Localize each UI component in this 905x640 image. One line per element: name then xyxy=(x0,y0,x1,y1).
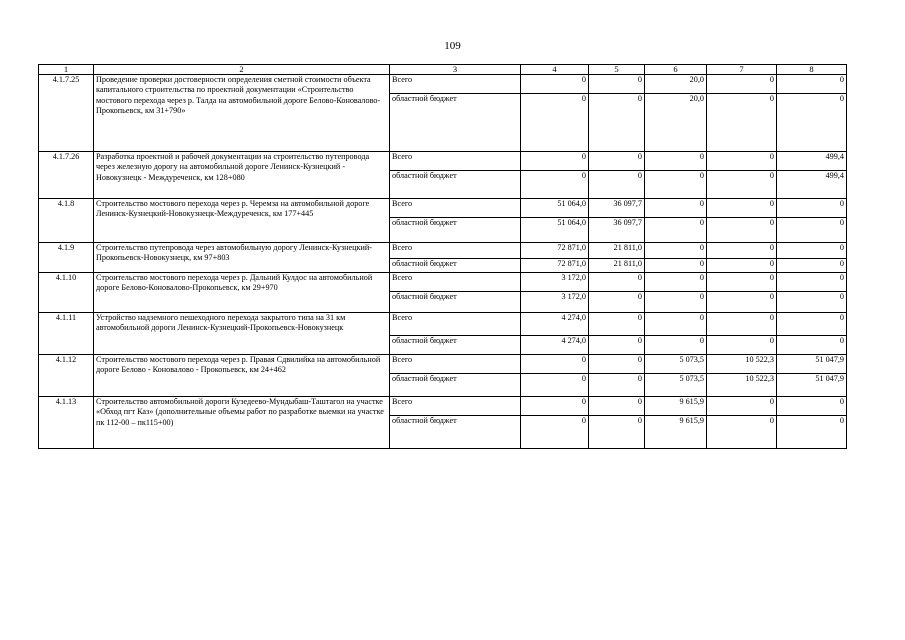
amount-cell: 0 xyxy=(707,75,777,94)
item-description: Устройство надземного пешеходного перехода закрытого типа на 31 км автомобильной дороги Ленинск-Кузнецкий-Прокопьевск-Новокузнецк xyxy=(94,313,390,355)
amount-cell: 5 073,5 xyxy=(645,374,707,397)
amount-cell: 9 615,9 xyxy=(645,416,707,449)
funding-source: Всего xyxy=(390,199,521,218)
amount-cell: 0 xyxy=(707,292,777,313)
budget-table xyxy=(38,64,847,449)
funding-source: Всего xyxy=(390,313,521,336)
item-description: Строительство автомобильной дороги Кузедеево-Мундыбаш-Таштагол на участке «Обход пгт Каз» (дополнительные объемы работ по разработке выемки на участке пк 112-00 – пк115+00) xyxy=(94,397,390,449)
amount-cell: 21 811,0 xyxy=(589,259,645,273)
amount-cell: 0 xyxy=(707,199,777,218)
amount-cell: 0 xyxy=(645,273,707,292)
funding-source: Всего xyxy=(390,273,521,292)
amount-cell: 0 xyxy=(645,259,707,273)
funding-source: Всего xyxy=(390,243,521,259)
page-number: 109 xyxy=(444,40,461,52)
amount-cell: 0 xyxy=(645,199,707,218)
amount-cell: 0 xyxy=(777,336,847,355)
header-cell: 2 xyxy=(94,65,390,75)
header-cell: 6 xyxy=(645,65,707,75)
amount-cell: 0 xyxy=(521,171,589,199)
amount-cell: 0 xyxy=(777,259,847,273)
amount-cell: 5 073,5 xyxy=(645,355,707,374)
amount-cell: 51 047,9 xyxy=(777,355,847,374)
amount-cell: 0 xyxy=(777,75,847,94)
funding-source: областной бюджет xyxy=(390,292,521,313)
amount-cell: 0 xyxy=(589,75,645,94)
amount-cell: 0 xyxy=(645,313,707,336)
table-row xyxy=(39,75,847,94)
amount-cell: 0 xyxy=(777,273,847,292)
amount-cell: 0 xyxy=(589,374,645,397)
amount-cell: 0 xyxy=(777,218,847,243)
funding-source: областной бюджет xyxy=(390,374,521,397)
item-code: 4.1.10 xyxy=(39,273,94,313)
amount-cell: 0 xyxy=(589,416,645,449)
amount-cell: 0 xyxy=(589,273,645,292)
amount-cell: 0 xyxy=(589,397,645,416)
header-cell: 1 xyxy=(39,65,94,75)
amount-cell: 36 097,7 xyxy=(589,218,645,243)
amount-cell: 51 047,9 xyxy=(777,374,847,397)
header-cell: 4 xyxy=(521,65,589,75)
amount-cell: 10 522,3 xyxy=(707,355,777,374)
amount-cell: 0 xyxy=(777,94,847,152)
amount-cell: 0 xyxy=(521,397,589,416)
item-description: Разработка проектной и рабочей документации на строительство путепровода через железную дорогу на автомобильной дороге Ленинск-Кузнецкий - Новокузнецк - Междуреченск, км 128+080 xyxy=(94,152,390,199)
amount-cell: 0 xyxy=(645,336,707,355)
table-row xyxy=(39,397,847,416)
table-row xyxy=(39,273,847,292)
amount-cell: 0 xyxy=(645,243,707,259)
item-code: 4.1.8 xyxy=(39,199,94,243)
funding-source: областной бюджет xyxy=(390,416,521,449)
table-row xyxy=(39,199,847,218)
header-cell: 5 xyxy=(589,65,645,75)
amount-cell: 4 274,0 xyxy=(521,336,589,355)
amount-cell: 0 xyxy=(707,336,777,355)
amount-cell: 36 097,7 xyxy=(589,199,645,218)
item-code: 4.1.7.26 xyxy=(39,152,94,199)
funding-source: областной бюджет xyxy=(390,218,521,243)
table-row xyxy=(39,152,847,171)
amount-cell: 0 xyxy=(707,416,777,449)
header-cell: 7 xyxy=(707,65,777,75)
amount-cell: 0 xyxy=(521,355,589,374)
amount-cell: 51 064,0 xyxy=(521,199,589,218)
table-row xyxy=(39,355,847,374)
amount-cell: 72 871,0 xyxy=(521,259,589,273)
amount-cell: 20,0 xyxy=(645,94,707,152)
amount-cell: 0 xyxy=(645,171,707,199)
amount-cell: 72 871,0 xyxy=(521,243,589,259)
table-row xyxy=(39,243,847,259)
item-description: Строительство мостового перехода через р. Правая Сдвилийка на автомобильной дороге Белово - Коновалово - Прокопьевск, км 24+462 xyxy=(94,355,390,397)
amount-cell: 0 xyxy=(707,94,777,152)
amount-cell: 0 xyxy=(589,336,645,355)
amount-cell: 0 xyxy=(707,243,777,259)
amount-cell: 0 xyxy=(589,313,645,336)
item-code: 4.1.13 xyxy=(39,397,94,449)
funding-source: Всего xyxy=(390,152,521,171)
amount-cell: 499,4 xyxy=(777,171,847,199)
item-description: Строительство мостового перехода через р. Черемза на автомобильной дороге Ленинск-Кузнецкий-Новокузнецк-Междуреченск, км 177+445 xyxy=(94,199,390,243)
funding-source: Всего xyxy=(390,355,521,374)
funding-source: Всего xyxy=(390,397,521,416)
amount-cell: 0 xyxy=(589,355,645,374)
amount-cell: 0 xyxy=(707,259,777,273)
amount-cell: 20,0 xyxy=(645,75,707,94)
amount-cell: 0 xyxy=(521,152,589,171)
table-row xyxy=(39,313,847,336)
amount-cell: 0 xyxy=(521,75,589,94)
amount-cell: 0 xyxy=(521,94,589,152)
funding-source: Всего xyxy=(390,75,521,94)
amount-cell: 51 064,0 xyxy=(521,218,589,243)
amount-cell: 0 xyxy=(589,171,645,199)
amount-cell: 0 xyxy=(707,273,777,292)
item-description: Строительство путепровода через автомобильную дорогу Ленинск-Кузнецкий-Прокопьевск-Новокузнецк, км 97+803 xyxy=(94,243,390,273)
amount-cell: 0 xyxy=(777,199,847,218)
amount-cell: 0 xyxy=(707,152,777,171)
amount-cell: 0 xyxy=(589,152,645,171)
funding-source: областной бюджет xyxy=(390,171,521,199)
funding-source: областной бюджет xyxy=(390,94,521,152)
amount-cell: 0 xyxy=(589,292,645,313)
amount-cell: 0 xyxy=(777,243,847,259)
item-code: 4.1.7.25 xyxy=(39,75,94,152)
amount-cell: 9 615,9 xyxy=(645,397,707,416)
amount-cell: 0 xyxy=(707,397,777,416)
header-cell: 8 xyxy=(777,65,847,75)
amount-cell: 4 274,0 xyxy=(521,313,589,336)
item-description: Проведение проверки достоверности определения сметной стоимости объекта капитального строительства по проектной документации «Строительство мостового перехода через р. Талда на автомобильной дороге Белово-Коновалово-Прокопьевск, км 31+790» xyxy=(94,75,390,152)
amount-cell: 499,4 xyxy=(777,152,847,171)
amount-cell: 0 xyxy=(645,292,707,313)
amount-cell: 0 xyxy=(777,397,847,416)
amount-cell: 0 xyxy=(777,313,847,336)
header-cell: 3 xyxy=(390,65,521,75)
item-code: 4.1.11 xyxy=(39,313,94,355)
amount-cell: 0 xyxy=(645,152,707,171)
funding-source: областной бюджет xyxy=(390,336,521,355)
amount-cell: 0 xyxy=(707,171,777,199)
amount-cell: 3 172,0 xyxy=(521,273,589,292)
item-code: 4.1.9 xyxy=(39,243,94,273)
amount-cell: 0 xyxy=(521,374,589,397)
item-code: 4.1.12 xyxy=(39,355,94,397)
amount-cell: 21 811,0 xyxy=(589,243,645,259)
amount-cell: 0 xyxy=(707,218,777,243)
amount-cell: 0 xyxy=(777,416,847,449)
header-row xyxy=(39,65,847,75)
amount-cell: 0 xyxy=(589,94,645,152)
amount-cell: 0 xyxy=(645,218,707,243)
amount-cell: 0 xyxy=(521,416,589,449)
amount-cell: 0 xyxy=(707,313,777,336)
amount-cell: 3 172,0 xyxy=(521,292,589,313)
funding-source: областной бюджет xyxy=(390,259,521,273)
item-description: Строительство мостового перехода через р. Дальний Кулдос на автомобильной дороге Белово-Коновалово-Прокопьевск, км 29+970 xyxy=(94,273,390,313)
amount-cell: 10 522,3 xyxy=(707,374,777,397)
amount-cell: 0 xyxy=(777,292,847,313)
